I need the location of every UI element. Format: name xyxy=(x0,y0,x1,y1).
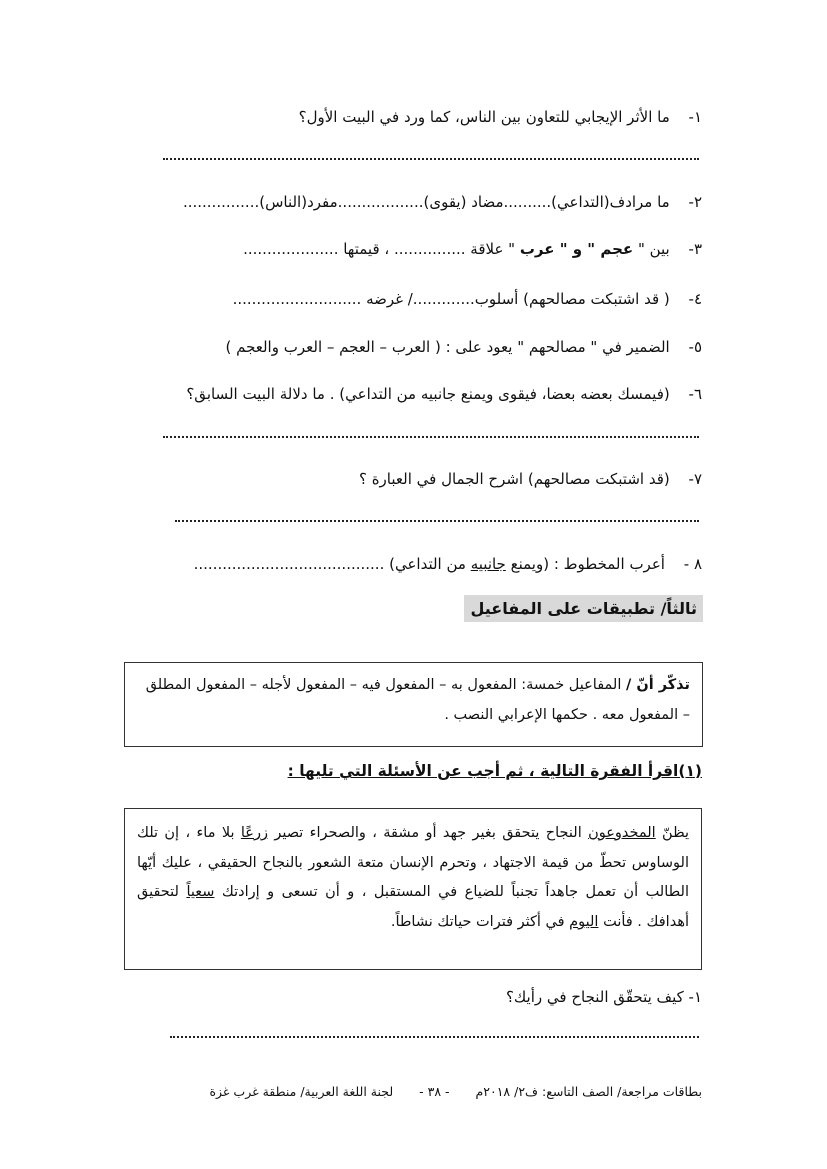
question-text: الضمير في " مصالحهم " يعود على : ( العرب – العجم – العرب والعجم ) xyxy=(225,338,670,356)
underlined-word: جانبيه xyxy=(470,555,506,573)
question-number: ٣- xyxy=(688,240,702,258)
question-number: ٢- xyxy=(688,193,702,211)
question-7 xyxy=(120,470,702,488)
footer-left: بطاقات مراجعة/ الصف التاسع: ف٢/ ٢٠١٨م xyxy=(475,1084,702,1099)
instruction: (١)اقرأ الفقرة التالية ، ثم أجب عن الأسئلة التي تليها : xyxy=(287,762,702,780)
page-footer xyxy=(200,1084,702,1099)
reminder-label: تذكّر أنّ / xyxy=(625,677,690,693)
underlined-word: زرعًا xyxy=(240,825,268,841)
word-arab: عرب xyxy=(519,240,555,258)
conjunction: " و " xyxy=(554,240,601,258)
underlined-word: سعياً xyxy=(186,884,215,901)
question-number: ٧- xyxy=(688,470,702,488)
word-ajam: عجم xyxy=(600,240,634,258)
paragraph-text: لتحقيق أهدافك . فأنت xyxy=(137,884,689,931)
question-2 xyxy=(120,193,702,211)
paragraph-text: النجاح يتحقق بغير جهد أو مشقة ، والصحراء تصير xyxy=(267,825,589,841)
underlined-word: المخدوعون xyxy=(588,825,656,841)
answer-line xyxy=(170,1036,699,1038)
question-number: ٥- xyxy=(688,338,702,356)
answer-line xyxy=(163,436,699,438)
question-text: ( قد اشتبكت مصالحهم) أسلوب............./ غرضه ........................... xyxy=(232,290,670,308)
question-3 xyxy=(120,240,702,258)
question-text: ما مرادف(التداعي)..........مضاد (يقوى)..................مفرد(الناس)................ xyxy=(182,193,670,211)
question-text-a: بين " xyxy=(633,240,670,258)
question-number: ٤- xyxy=(688,290,702,308)
footer-right: لجنة اللغة العربية/ منطقة غرب غزة xyxy=(209,1084,394,1099)
question-text: (قد اشتبكت مصالحهم) اشرح الجمال في العبارة ؟ xyxy=(358,470,670,488)
paragraph-text: في أكثر فترات حياتك نشاطاً. xyxy=(390,914,570,931)
reminder-text: المفاعيل خمسة: المفعول به – المفعول فيه – المفعول لأجله – المفعول المطلق – المفعول معه . حكمها الإعرابي النصب . xyxy=(145,677,690,723)
underlined-word: اليوم xyxy=(569,914,599,931)
question-4 xyxy=(120,290,702,308)
question-6 xyxy=(120,385,702,403)
question-8 xyxy=(120,555,702,573)
question-1 xyxy=(120,108,702,126)
paragraph-text: يظنّ xyxy=(655,825,690,841)
question-number: ٦- xyxy=(688,385,702,403)
reminder-box xyxy=(124,662,703,747)
paragraph-box xyxy=(124,808,702,970)
question-text-pre: أعرب المخطوط : (ويمنع xyxy=(505,555,665,573)
question-5 xyxy=(120,338,702,356)
paragraph-question-1: ١- كيف يتحقّق النجاح في رأيك؟ xyxy=(505,988,702,1006)
page-number: - ٣٨ - xyxy=(419,1084,450,1099)
section-title: ثالثاً/ تطبيقات على المفاعيل xyxy=(464,595,703,622)
question-number: ١- xyxy=(688,108,702,126)
question-text-c: " علاقة ............... ، قيمتها .................... xyxy=(243,240,520,258)
question-text: (فيمسك بعضه بعضا، فيقوى ويمنع جانبيه من التداعي) . ما دلالة البيت السابق؟ xyxy=(186,385,670,403)
paragraph-text: بلا ماء ، إن تلك الوساوس تحطّ من قيمة الاجتهاد ، وتحرم الإنسان متعة الشعور بالنجاح الحقيقي ، عليك أيّها الطالب أن تعمل جاهداً تجنباً للضياع في المستقبل ، و أن تسعى و إرادتك xyxy=(137,825,689,901)
question-number: ٨ - xyxy=(683,555,702,573)
question-text-post: من التداعي) ........................................ xyxy=(193,555,471,573)
question-text: ما الأثر الإيجابي للتعاون بين الناس، كما ورد في البيت الأول؟ xyxy=(298,108,670,126)
answer-line xyxy=(163,158,699,160)
answer-line xyxy=(175,520,699,522)
